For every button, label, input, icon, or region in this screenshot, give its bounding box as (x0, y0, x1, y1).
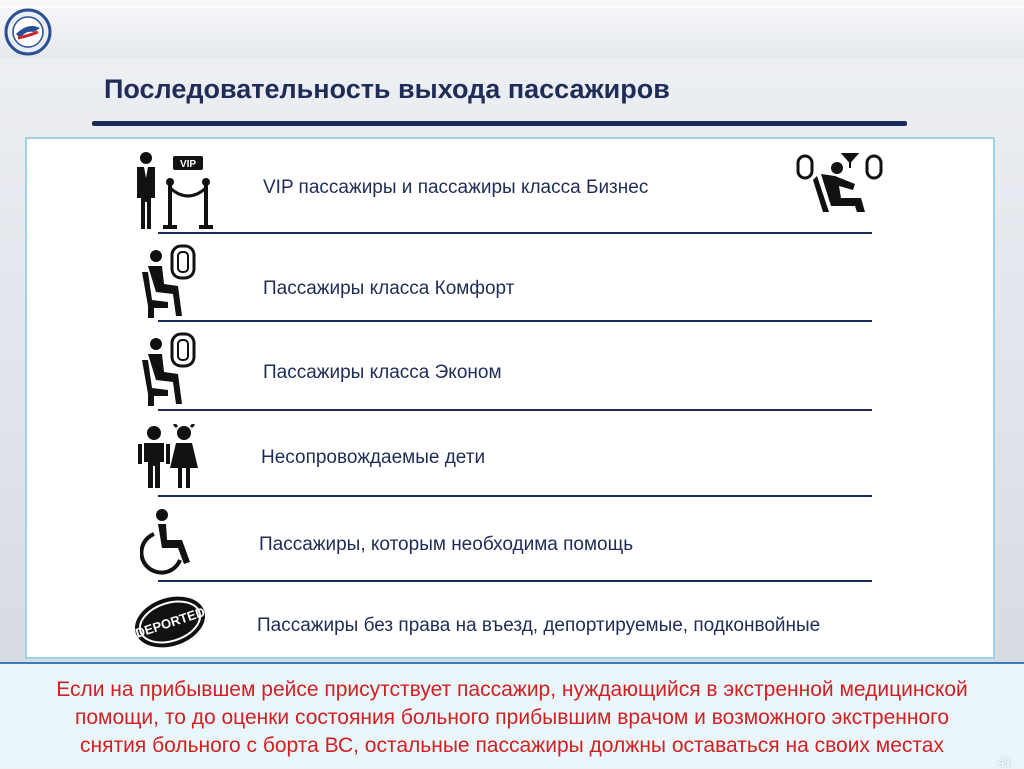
top-bar-highlight (0, 6, 1024, 8)
notice-line-2: помощи, то до оценки состояния больного прибывшим врачом и возможного экстренного (74, 706, 949, 729)
vip-badge-text: VIP (179, 159, 197, 170)
row-divider (158, 409, 872, 411)
row-label-deported: Пассажиры без права на въезд, депортируемые, подконвойные (257, 615, 821, 636)
title-underline (92, 121, 907, 126)
row-label-economy: Пассажиры класса Эконом (263, 362, 502, 383)
vip-icon (132, 150, 222, 230)
top-bar (0, 0, 1024, 58)
medical-notice-box (0, 662, 1024, 767)
row-label-vip-business: VIP пассажиры и пассажиры класса Бизнес (263, 177, 649, 198)
row-divider (158, 495, 872, 497)
row-divider (158, 580, 872, 582)
deported-stamp-icon (130, 592, 210, 652)
page-title: Последовательность выхода пассажиров (104, 74, 670, 104)
wheelchair-icon (140, 508, 200, 576)
seated-passenger-icon (138, 244, 198, 319)
row-label-comfort: Пассажиры класса Комфорт (263, 278, 515, 299)
airline-logo-icon (4, 8, 52, 56)
children-icon (134, 424, 204, 490)
stamp-text: DEPORTED (133, 604, 207, 641)
row-label-assistance: Пассажиры, которым необходима помощь (259, 534, 634, 555)
row-label-unaccompanied-children: Несопровождаемые дети (261, 447, 486, 468)
medical-notice (10, 676, 1014, 760)
business-seat-icon (795, 150, 885, 216)
page-number: 41 (998, 755, 1012, 769)
notice-line-1: Если на прибывшем рейсе присутствует пассажир, нуждающийся в экстренной медицинской (56, 678, 968, 701)
notice-line-3: снятия больного с борта ВС, остальные пассажиры должны оставаться на своих местах (80, 734, 944, 757)
seated-passenger-icon (138, 332, 198, 407)
row-divider (158, 320, 872, 322)
row-divider (158, 232, 872, 234)
